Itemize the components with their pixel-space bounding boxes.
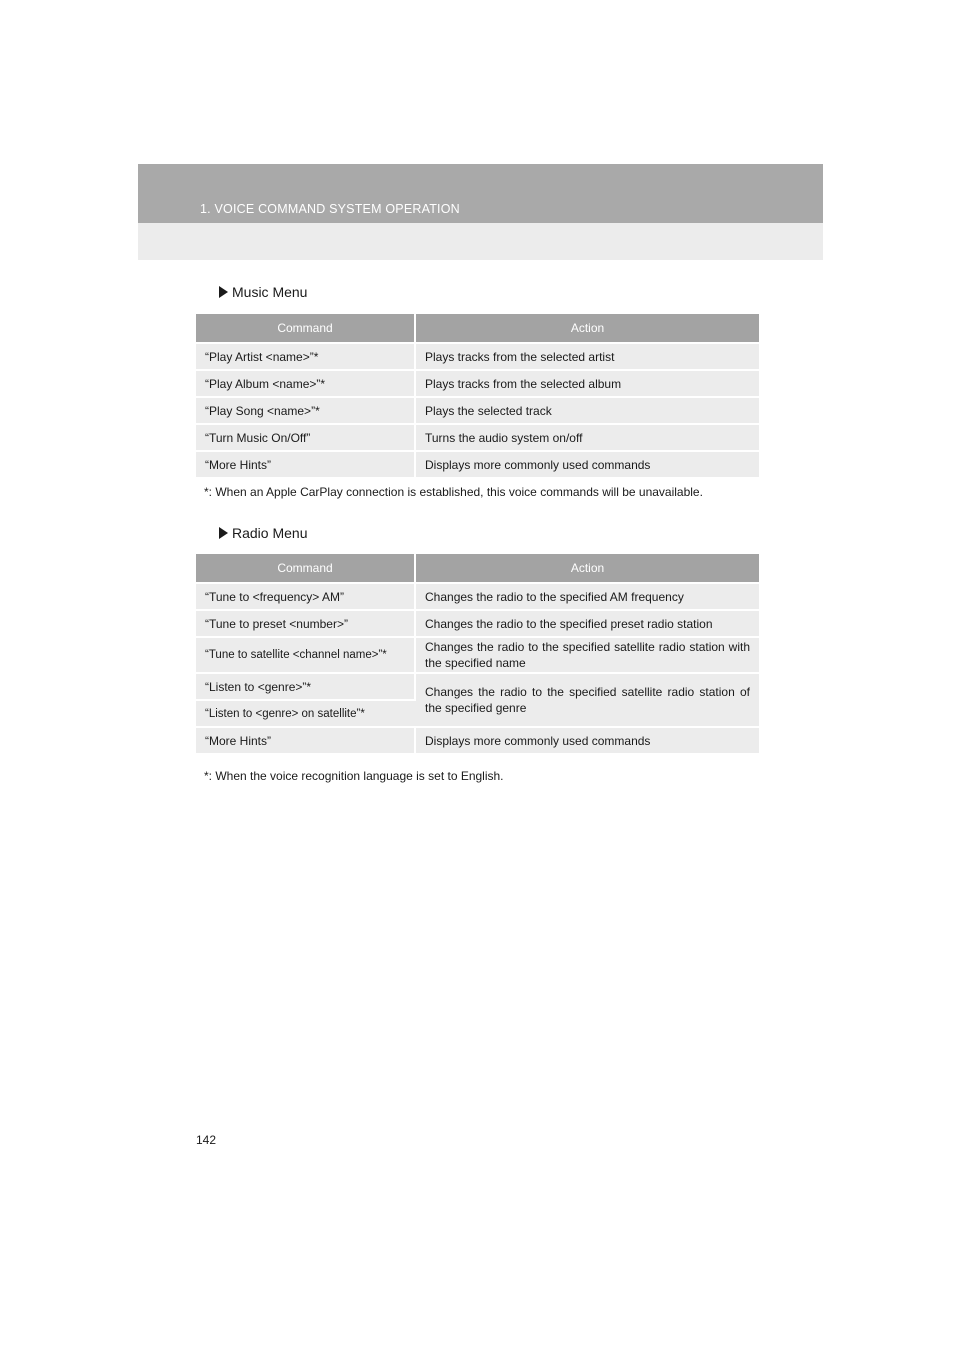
action-cell: Displays more commonly used commands bbox=[415, 451, 759, 478]
triangle-bullet-icon bbox=[219, 286, 228, 298]
table-header-row bbox=[196, 314, 759, 343]
command-cell: “Tune to preset <number>” bbox=[196, 610, 415, 637]
command-cell: “More Hints” bbox=[196, 727, 415, 754]
page-number: 142 bbox=[196, 1133, 217, 1147]
command-cell: “Tune to satellite <channel name>”* bbox=[196, 637, 415, 673]
action-cell: Changes the radio to the specified satellite radio station with the specified name bbox=[415, 637, 759, 673]
command-cell: “Play Song <name>”* bbox=[196, 397, 415, 424]
action-cell: Changes the radio to the specified preset radio station bbox=[415, 610, 759, 637]
action-cell: Plays tracks from the selected album bbox=[415, 370, 759, 397]
triangle-bullet-icon bbox=[219, 527, 228, 539]
table-row bbox=[196, 424, 759, 451]
header-band bbox=[138, 164, 823, 223]
action-cell: Plays the selected track bbox=[415, 397, 759, 424]
action-cell: Turns the audio system on/off bbox=[415, 424, 759, 451]
radio-menu-table bbox=[196, 554, 759, 755]
command-cell: “Play Album <name>”* bbox=[196, 370, 415, 397]
table-header-row bbox=[196, 554, 759, 583]
command-cell: “Listen to <genre> on satellite”* bbox=[196, 700, 415, 727]
action-cell: Displays more commonly used commands bbox=[415, 727, 759, 754]
table-row bbox=[196, 583, 759, 610]
table-row bbox=[196, 451, 759, 478]
radio-footnote: *: When the voice recognition language is set to English. bbox=[204, 769, 504, 783]
table-row bbox=[196, 343, 759, 370]
music-menu-table bbox=[196, 314, 759, 479]
command-cell: “More Hints” bbox=[196, 451, 415, 478]
action-cell: Changes the radio to the specified satellite radio station of the specified genre bbox=[415, 673, 759, 727]
music-menu-heading bbox=[219, 284, 307, 300]
action-cell: Changes the radio to the specified AM frequency bbox=[415, 583, 759, 610]
header-title: 1. VOICE COMMAND SYSTEM OPERATION bbox=[200, 202, 460, 216]
table-row bbox=[196, 610, 759, 637]
column-header-command: Command bbox=[196, 314, 415, 343]
command-cell: “Listen to <genre>”* bbox=[196, 673, 415, 700]
music-menu-title: Music Menu bbox=[232, 284, 308, 300]
command-cell: “Tune to <frequency> AM” bbox=[196, 583, 415, 610]
column-header-action: Action bbox=[415, 314, 759, 343]
radio-menu-heading bbox=[219, 525, 308, 541]
action-cell: Plays tracks from the selected artist bbox=[415, 343, 759, 370]
command-cell: “Play Artist <name>”* bbox=[196, 343, 415, 370]
table-row bbox=[196, 370, 759, 397]
table-row bbox=[196, 673, 759, 700]
column-header-action: Action bbox=[415, 554, 759, 583]
table-row bbox=[196, 397, 759, 424]
column-header-command: Command bbox=[196, 554, 415, 583]
table-row bbox=[196, 637, 759, 673]
radio-menu-title: Radio Menu bbox=[232, 525, 308, 541]
table-row bbox=[196, 727, 759, 754]
command-cell: “Turn Music On/Off” bbox=[196, 424, 415, 451]
music-footnote: *: When an Apple CarPlay connection is established, this voice commands will be unavailable. bbox=[204, 485, 703, 499]
page-header bbox=[138, 164, 823, 260]
